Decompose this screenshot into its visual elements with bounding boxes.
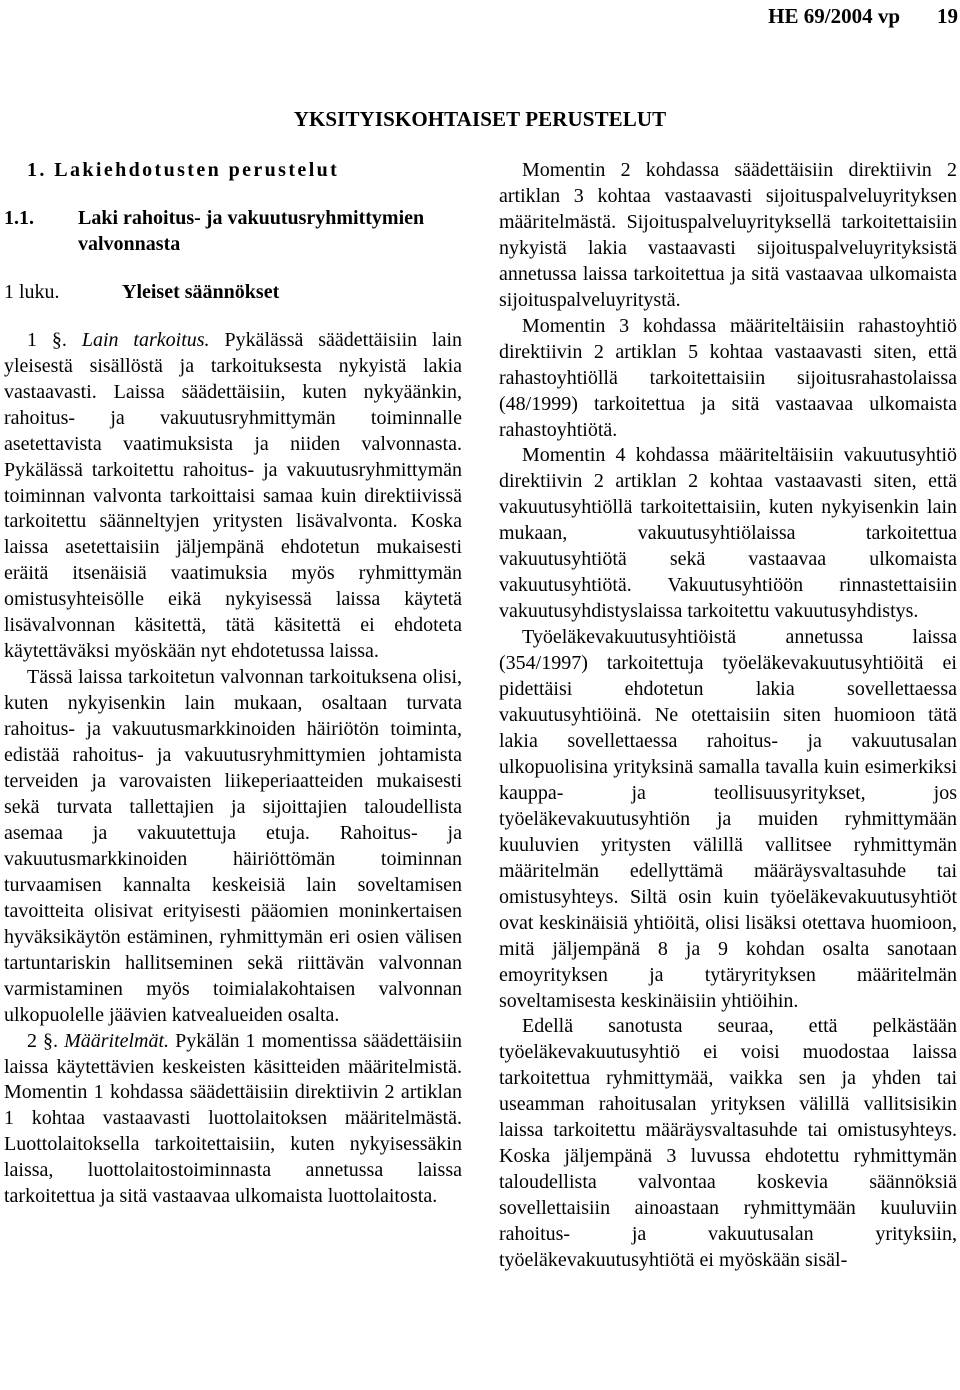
chapter-number: 1 luku. (4, 280, 60, 303)
page-number: 19 (937, 4, 958, 28)
paragraph (4, 1029, 462, 1211)
document-id: HE 69/2004 vp (768, 4, 900, 28)
section-title: Määritelmät. (64, 1029, 170, 1052)
paragraph: Momentin 3 kohdassa määriteltäisiin rahastoyhtiö direktiivin 2 artiklan 5 kohtaa vastaavasti siten, että rahastoyhtiöllä tarkoitettaisiin sijoitusrahastolaissa (48/1999) tarkoitettua ja sitä vastaavaa ulkomaista rahastoyhtiötä. (499, 314, 957, 441)
left-column (4, 158, 462, 1210)
subsection-title: Laki rahoitus- ja vakuutusryhmittymien valvonnasta (78, 206, 425, 255)
section-heading: 1. Lakiehdotusten perustelut (27, 159, 340, 181)
chapter-heading (4, 280, 462, 306)
subsection-number: 1.1. (4, 206, 34, 229)
paragraph: Momentin 4 kohdassa määriteltäisiin vakuutusyhtiö direktiivin 2 artiklan 2 kohtaa vastaavasti siten, että vakuutusyhtiöllä tarkoitettaisiin, kuten nykyisenkin lain mukaan, vakuutusyhtiölaissa tarkoitettua vakuutusyhtiötä sekä vastaavaa ulkomaista vakuutusyhtiötä. Vakuutusyhtiöön rinnastettaisiin vakuutusyhdistyslaissa tarkoitettu vakuutusyhdistys. (499, 444, 957, 623)
section-number: 1 §. (27, 328, 67, 351)
paragraph: Tässä laissa tarkoitetun valvonnan tarkoituksena olisi, kuten nykyisenkin lain mukaan, osaltaan turvata rahoitus- ja vakuutusmarkkinoiden häiriötön toiminta, edistää rahoitus- ja vakuutusryhmittymien johtamista terveiden ja varovaisten liikeperiaatteiden mukaisesti sekä turvata tallettajien ja sijoittajien taloudellista asemaa ja vakuutettuja etuja. Rahoitus- ja vakuutusmarkkinoiden häiriöttömän toiminnan turvaamisen kannalta keskeisiä lain soveltamisen tavoitteita olisivat erityisesti pääomien moninkertaisen hyväksikäytön estäminen, ryhmittymän eri osien välisen tartuntariskin hallitseminen sekä riittävän valvonnan varmistaminen myös toimialakohtaisen valvonnan ulkopuolelle jäävien katvealueiden osalta. (4, 666, 462, 1026)
section-title: Lain tarkoitus. (81, 328, 210, 351)
paragraph-text: Pykälän 1 momentissa säädettäisiin laissa käytettävien keskeisten käsitteiden määritelmistä. Momentin 1 kohdassa säädettäisiin direktiivin 2 artiklan 1 kohtaa vastaavasti luottolaitoksen määritelmästä. Luottolaitoksella tarkoitettaisiin, kuten nykyisessäkin laissa, luottolaitostoiminnasta annetussa laissa tarkoitettua ja sitä vastaavaa ulkomaista luottolaitosta. (4, 1029, 463, 1208)
paragraph: Edellä sanotusta seuraa, että pelkästään työeläkevakuutusyhtiö ei voisi muodostaa laissa tarkoitettua ryhmittymää, vaikka sen ja yhden tai useamman rahoitusalan yrityksen välillä vallitsisikin laissa tarkoitettu määräysvaltasuhde tai omistusyhteys. Koska jäljempänä 3 luvussa ehdotettu ryhmittymän taloudellista valvontaa koskevia säännöksiä sovellettaisiin ainoastaan ryhmittymään kuuluviin rahoitus- ja vakuutusalan yrityksiin, työeläkevakuutusyhtiötä ei myöskään sisäl- (499, 1015, 957, 1272)
paragraph (4, 328, 462, 665)
main-title: YKSITYISKOHTAISET PERUSTELUT (293, 107, 667, 131)
paragraph: Työeläkevakuutusyhtiöistä annetussa laissa (354/1997) tarkoitettuja työeläkevakuutusyhtiöitä ei pidettäisi ehdotetun lakia sovellettaessa vakuutusyhtiöinä. Ne otettaisiin siten huomioon tätä lakia sovellettaessa rahoitus- ja vakuutusalan ulkopuolisina yrityksinä samalla tavalla kuin esimerkiksi kauppa- ja teollisuusyritykset, jos työeläkevakuutusyhtiön ja muiden ryhmittymään kuuluvien yritysten välillä vallitsee ryhmittymän määritelmän edellyttämä määräysvaltasuhde tai omistusyhteys. Siltä osin kuin työeläkevakuutusyhtiöt ovat keskinäisiä yhtiöitä, olisi lisäksi otettava huomioon, mitä jäljempänä 8 ja 9 kohdan osalta sanotaan emoyrityksen ja tytäryrityksen määritelmän soveltamisesta keskinäisiin yhtiöihin. (499, 626, 957, 1012)
right-column (499, 158, 957, 1274)
paragraph-text: Pykälässä säädettäisiin lain yleisestä sisällöstä ja tarkoituksesta nykyistä lakia vastaavasti. Laissa säädettäisiin, kuten nykyäänkin, rahoitus- ja vakuutusryhmittymän toiminnalle asetettavista vaatimuksista ja niiden valvonnasta. Pykälässä tarkoitettu rahoitus- ja vakuutusryhmittymän toiminnan valvonta tarkoittaisi samaa kuin direktiivissä tarkoitettu säänneltyjen yritysten lisävalvonta. Koska laissa asetettaisiin jäljempänä ehdotetun mukaisesti eräitä itsenäisiä vaatimuksia myös ryhmittymän omistusyhteisölle eikä nykyisessä laissa käytetä lisävalvonnan käsitettä, tätä käsitettä ei ehdoteta käytettäväksi myöskään nyt ehdotetussa laissa. (4, 328, 463, 663)
page-header (0, 4, 960, 30)
section-number: 2 §. (27, 1029, 59, 1052)
paragraph: Momentin 2 kohdassa säädettäisiin direktiivin 2 artiklan 3 kohtaa vastaavasti sijoituspalveluyrityksen määritelmästä. Sijoituspalveluyrityksellä tarkoitettaisiin nykyistä lakia vastaavasti sijoituspalveluyrityksistä annetussa laissa tarkoitettua ja sitä vastaavaa ulkomaista sijoituspalveluyritystä. (499, 159, 957, 311)
subsection-heading (4, 206, 462, 258)
chapter-title: Yleiset säännökset (122, 280, 280, 303)
